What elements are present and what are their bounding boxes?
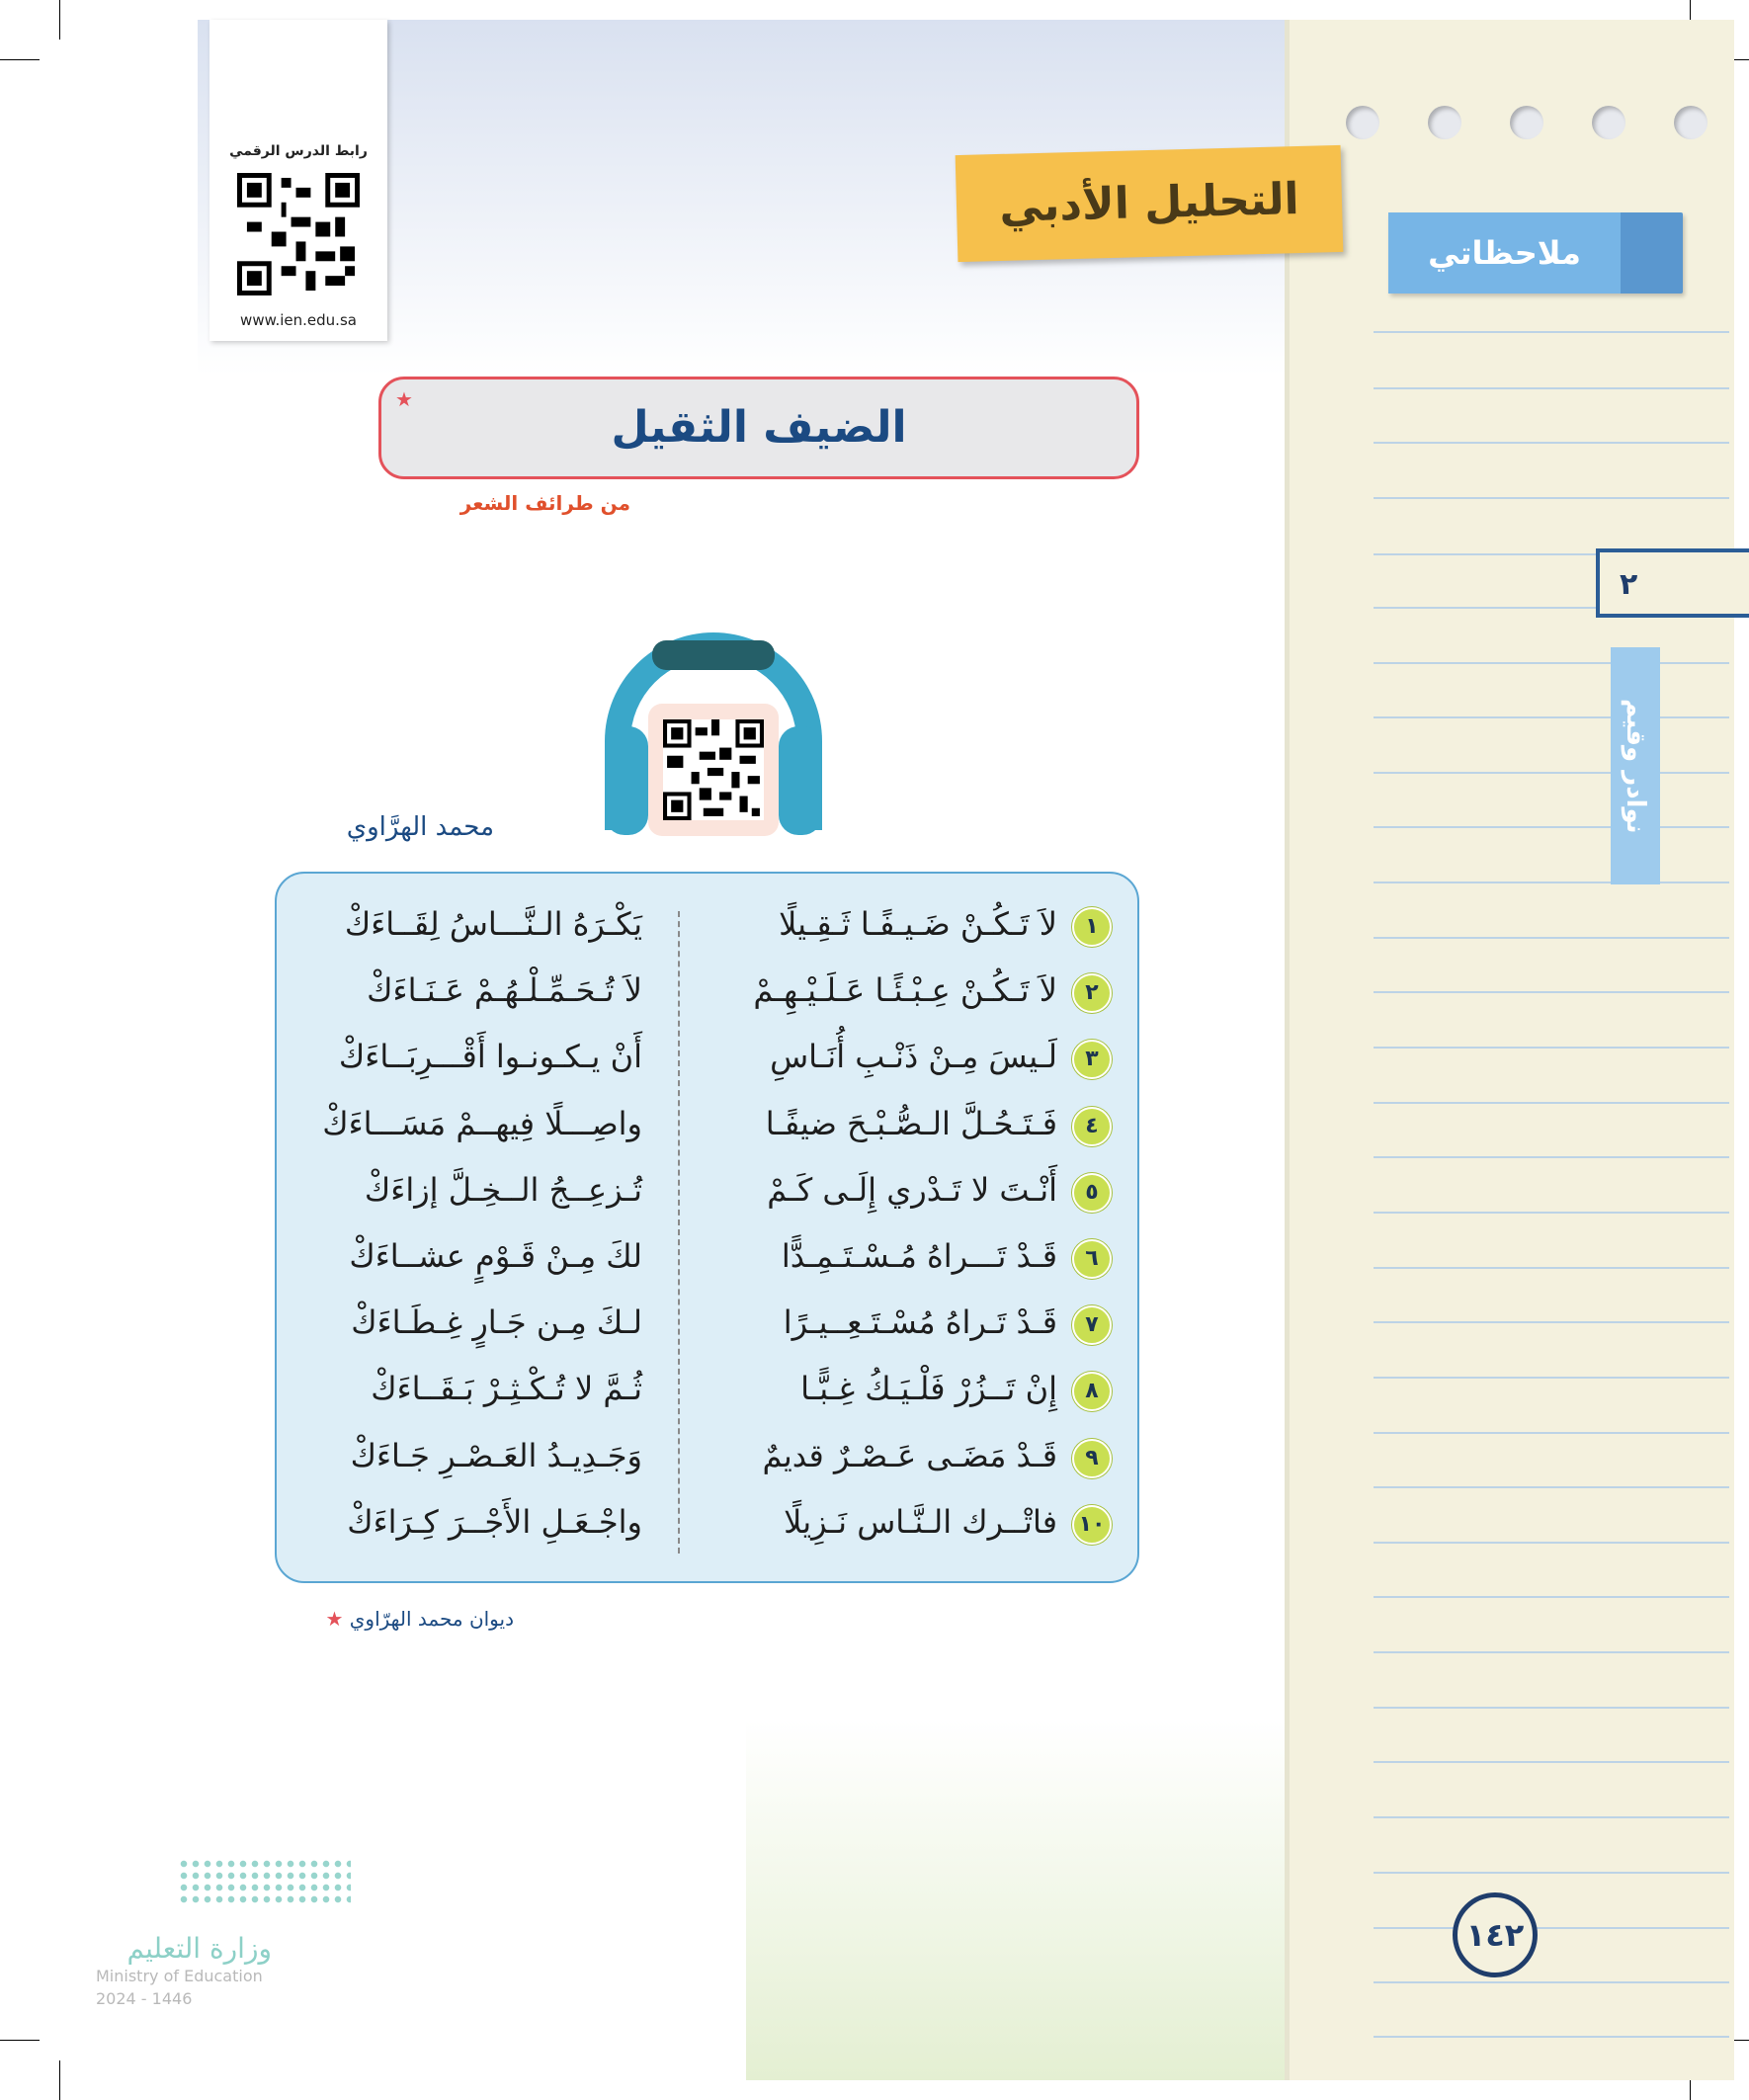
verse-number: ١٠ [1072, 1505, 1112, 1545]
verse-second-hemistich: ثُـمَّ لا تُـكْـثِـرْ بَـقَــاءَكْ [371, 1370, 642, 1408]
notes-tab-label: ملاحظاتي [1388, 212, 1621, 294]
notes-rule-line [1374, 1267, 1729, 1269]
verse-row [296, 905, 1117, 955]
lesson-title: الضيف الثقيل [611, 402, 907, 453]
verse-first-hemistich: أَنْـتَ لا تَـدْري إِلَـى كَـمْ [767, 1170, 1057, 1209]
source-star-marker: ★ [325, 1607, 344, 1631]
notes-rule-line [1374, 1486, 1729, 1488]
notes-rule-line [1374, 991, 1729, 993]
unit-number: ٢ [1596, 548, 1749, 618]
notes-rule-line [1374, 1377, 1729, 1379]
verse-row [296, 1503, 1117, 1553]
verse-first-hemistich: قَـدْ تَـراهُ مُسْـتَـعِــيـرًا [783, 1303, 1057, 1342]
poem-author: محمد الهرَّاوي [346, 812, 494, 842]
verse-number: ١ [1072, 907, 1112, 947]
section-banner: التحليل الأدبي [956, 145, 1344, 262]
notes-rule-line [1374, 1651, 1729, 1653]
qr-label: رابط الدرس الرقمي [229, 143, 368, 159]
verse-number: ٢ [1072, 973, 1112, 1013]
verse-number: ٩ [1072, 1439, 1112, 1478]
ministry-logo-icon [178, 1858, 351, 1907]
title-star-marker: ★ [395, 387, 413, 411]
notes-rule-line [1374, 1707, 1729, 1709]
digital-lesson-card[interactable] [209, 20, 387, 341]
notes-panel [1290, 20, 1734, 2080]
binder-hole [1346, 106, 1379, 139]
verse-first-hemistich: إِنْ تَــزُرْ فَلْـيَـكُ غِـبًّـا [800, 1370, 1057, 1408]
page-number: ١٤٢ [1453, 1892, 1538, 1977]
binder-hole [1428, 106, 1461, 139]
verse-first-hemistich: فاتْــرك الـنَّـاس نَـزِيلًا [784, 1502, 1057, 1541]
verse-first-hemistich: لاَ تَـكُـنْ ضَـيـفًـا ثَـقِـيلًا [779, 905, 1057, 943]
binder-hole [1674, 106, 1707, 139]
verse-second-hemistich: وَجَـدِيـدُ العَـصْـرِ جَـاءَكْ [350, 1436, 642, 1474]
verse-row [296, 971, 1117, 1021]
headphones-right-cup [779, 726, 822, 835]
crop-mark [59, 0, 60, 40]
notes-rule-line [1374, 1872, 1729, 1874]
headphones-left-cup [605, 726, 648, 835]
verse-second-hemistich: يَكْـرَهُ الـنَّـــاسُ لِقَــاءَكْ [344, 905, 642, 943]
notes-rule-line [1374, 882, 1729, 883]
notes-rule-line [1374, 826, 1729, 828]
notes-rule-line [1374, 1156, 1729, 1158]
footer-background [746, 1720, 1294, 2080]
verse-number: ٧ [1072, 1305, 1112, 1345]
verse-row [296, 1038, 1117, 1087]
source-text: ديوان محمد الهرّاوي [349, 1607, 514, 1631]
lesson-subtitle: من طرائف الشعر [459, 491, 630, 515]
verse-second-hemistich: تُـزعِــجُ الــخِـلَّ إزاءَكْ [364, 1170, 642, 1209]
verse-number: ٤ [1072, 1107, 1112, 1146]
qr-code-icon[interactable] [237, 173, 360, 295]
notes-rule-line [1374, 662, 1729, 664]
verse-second-hemistich: لكَ مِـنْ قَـوْمٍ عشــاءَكْ [349, 1237, 642, 1275]
verse-first-hemistich: لاَ تَـكُـنْ عِـبْـئًـا عَـلَـيْـهِـمْ [753, 971, 1057, 1010]
ministry-name-ar: وزارة التعليم [126, 1932, 272, 1965]
verse-row [296, 1237, 1117, 1287]
ministry-name-en: Ministry of Education [96, 1967, 263, 1985]
notes-rule-line [1374, 1927, 1729, 1929]
notes-rule-line [1374, 1047, 1729, 1049]
verse-second-hemistich: أَنْ يـكـونـوا أَقْـــرِبَــاءَكْ [338, 1038, 642, 1076]
verse-row [296, 1437, 1117, 1486]
notes-rule-line [1374, 1596, 1729, 1598]
verse-second-hemistich: لـكَ مِـن جَـارٍ غِـطَـاءَكْ [351, 1303, 642, 1342]
notes-tab [1388, 212, 1683, 294]
audio-qr-panel[interactable] [648, 704, 779, 836]
notes-rule-line [1374, 1816, 1729, 1818]
notes-rule-line [1374, 497, 1729, 499]
verse-first-hemistich: قَـدْ تَـــراهُ مُـسْـتَـمِـدًّا [781, 1237, 1057, 1275]
audio-qr-code-icon[interactable] [663, 719, 764, 820]
headphones-band [652, 640, 775, 670]
verse-number: ٥ [1072, 1173, 1112, 1213]
notes-rule-line [1374, 331, 1729, 333]
verse-second-hemistich: لاَ تُـحَـمِّـلْـهُـمْ عَـنَـاءَكْ [367, 971, 642, 1010]
notes-rule-line [1374, 1542, 1729, 1544]
verse-number: ٣ [1072, 1040, 1112, 1079]
verse-second-hemistich: واجْـعَـلِ الأَجْــرَ كِـرَاءَكْ [347, 1502, 642, 1541]
crop-mark [59, 2060, 60, 2100]
crop-mark [0, 2040, 40, 2041]
notes-rule-line [1374, 1102, 1729, 1104]
crop-mark [0, 59, 40, 60]
notes-rule-line [1374, 442, 1729, 444]
verse-first-hemistich: فَـتَـحُـلَّ الـصُّـبْـحَ ضيفًـا [765, 1104, 1057, 1142]
verse-number: ٦ [1072, 1239, 1112, 1279]
qr-url[interactable]: www.ien.edu.sa [240, 311, 357, 329]
verse-number: ٨ [1072, 1372, 1112, 1411]
verse-row [296, 1370, 1117, 1419]
binder-hole [1510, 106, 1543, 139]
notes-rule-line [1374, 716, 1729, 718]
verse-first-hemistich: قَـدْ مَضَـى عَـصْـرٌ قديمٌ [762, 1436, 1057, 1474]
poem-source [277, 1607, 514, 1631]
binder-hole [1592, 106, 1625, 139]
notes-rule-line [1374, 1321, 1729, 1323]
notes-rule-line [1374, 387, 1729, 389]
verse-row [296, 1105, 1117, 1154]
notes-rule-line [1374, 2036, 1729, 2038]
verse-first-hemistich: لَـيسَ مِـنْ ذَنْـبِ أُنَـاسِ [770, 1038, 1057, 1076]
verse-row [296, 1171, 1117, 1220]
unit-ribbon: نوادر وقيم [1611, 647, 1660, 884]
notes-rule-line [1374, 1981, 1729, 1983]
notes-rule-line [1374, 1432, 1729, 1434]
verse-second-hemistich: واصِـــلًا فِيهــمْ مَسَـــاءَكْ [322, 1104, 642, 1142]
notes-rule-line [1374, 937, 1729, 939]
ministry-year: 2024 - 1446 [96, 1989, 193, 2008]
lesson-title-box [378, 377, 1139, 479]
notes-rule-line [1374, 1761, 1729, 1763]
verse-row [296, 1303, 1117, 1353]
notes-rule-line [1374, 772, 1729, 774]
notes-rule-line [1374, 1212, 1729, 1214]
